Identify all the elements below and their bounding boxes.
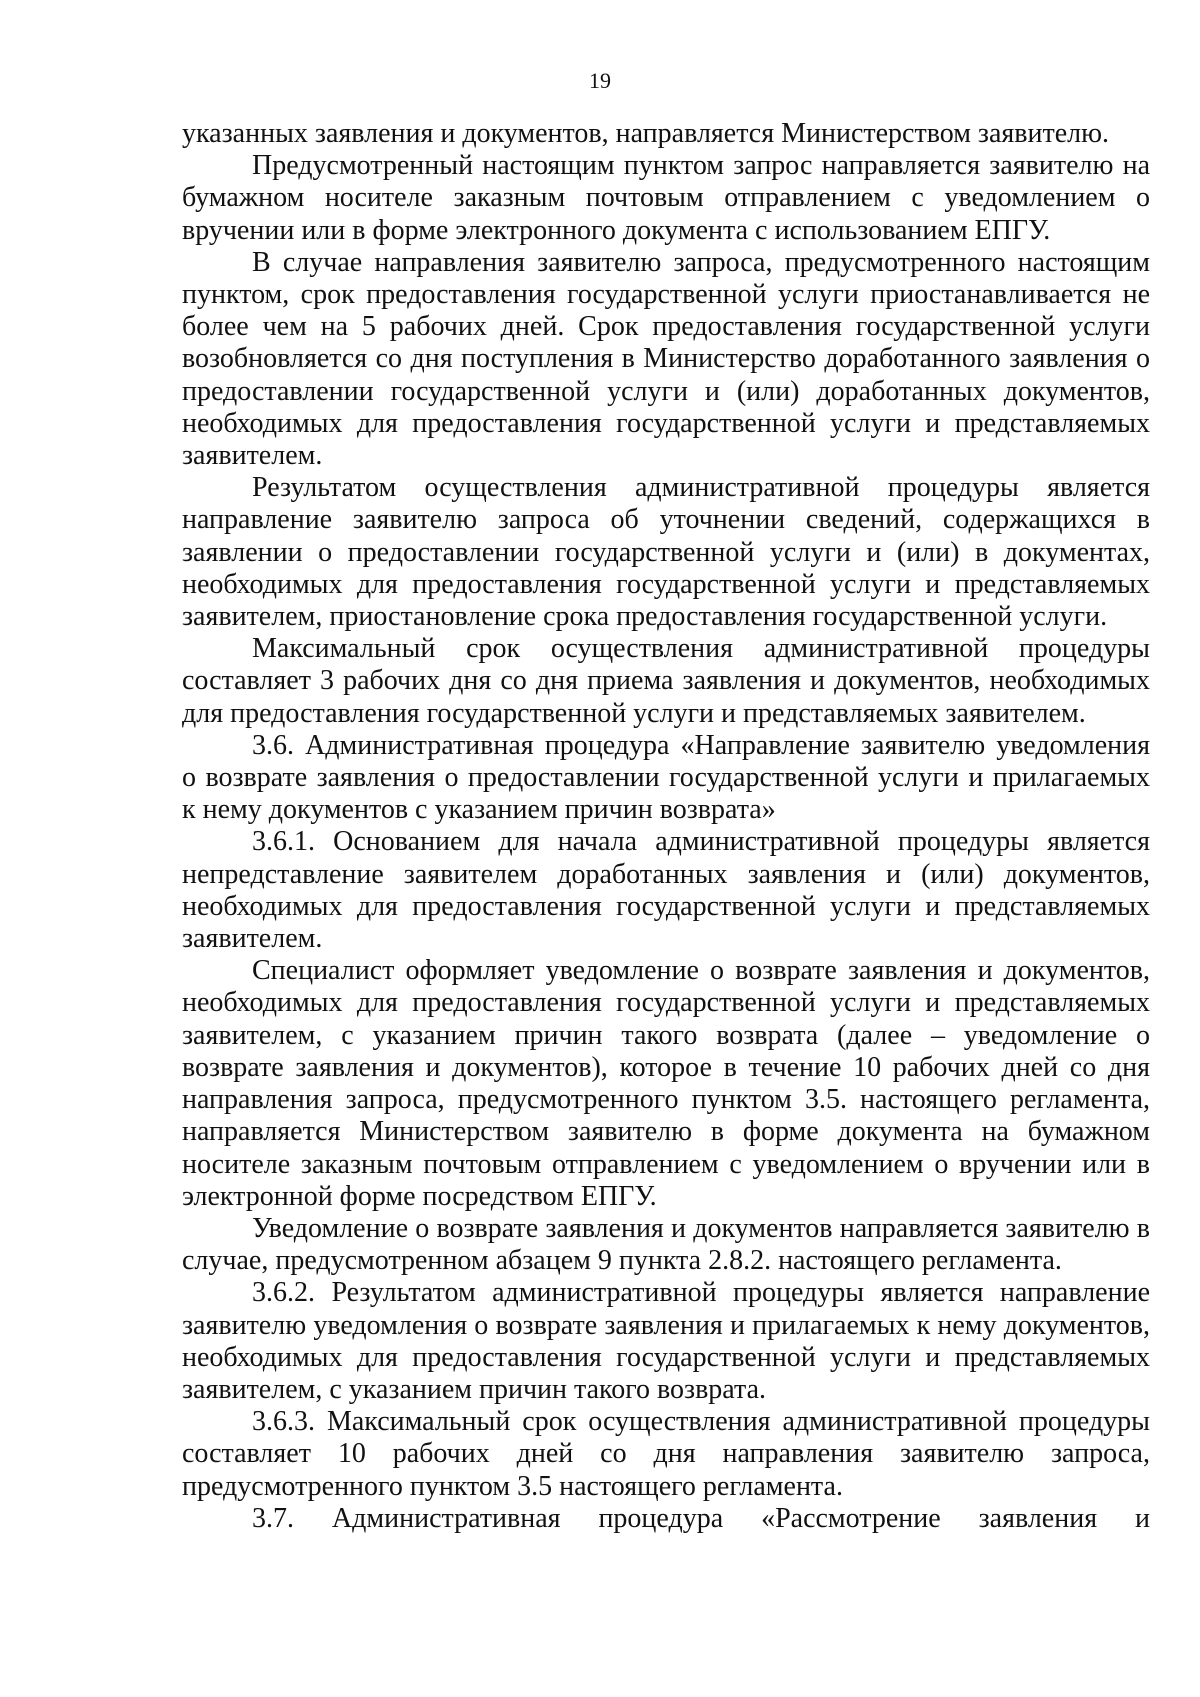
paragraph: Предусмотренный настоящим пунктом запрос направляется заявителю на бумажном носителе заказным почтовым отправлением с уведомлением о вручении или в форме электронного документа с использованием ЕПГУ. [182,150,1150,246]
paragraph-3-6-1: 3.6.1. Основанием для начала административной процедуры является непредставление заявителем доработанных заявления и (или) документов, необходимых для предоставления государственной услуги и представляемых заявителем. [182,826,1150,955]
paragraph: Максимальный срок осуществления административной процедуры составляет 3 рабочих дня со дня приема заявления и документов, необходимых для предоставления государственной услуги и представляемых заявителем. [182,633,1150,729]
section-heading-3-6: 3.6. Административная процедура «Направление заявителю уведомления о возврате заявления о предоставлении государственной услуги и прилагаемых к нему документов с указанием причин возврата» [182,729,1150,826]
paragraph-continuation: указанных заявления и документов, направляется Министерством заявителю. [182,118,1110,149]
paragraph-3-6-3: 3.6.3. Максимальный срок осуществления административной процедуры составляет 10 рабочих дней со дня направления заявителю запроса, предусмотренного пунктом 3.5 настоящего регламента. [182,1406,1150,1502]
page-number: 19 [589,68,611,93]
paragraph: Результатом осуществления административной процедуры является направление заявителю запроса об уточнении сведений, содержащихся в заявлении о предоставлении государственной услуги и (или) в документах, необходимых для предоставления государственной услуги и представляемых заявителем, приостановление срока предоставления государственной услуги. [182,472,1150,633]
paragraph-3-6-2: 3.6.2. Результатом административной процедуры является направление заявителю уведомления о возврате заявления и прилагаемых к нему документов, необходимых для предоставления государственной услуги и представляемых заявителем, с указанием причин такого возврата. [182,1277,1150,1405]
document-body [182,118,1150,1535]
section-heading-3-7: 3.7. Административная процедура «Рассмотрение заявления и [252,1502,1150,1534]
paragraph: Специалист оформляет уведомление о возврате заявления и документов, необходимых для предоставления государственной услуги и представляемых заявителем, с указанием причин такого возврата (далее – уведомление о возврате заявления и документов), которое в течение 10 рабочих дней со дня направления запроса, предусмотренного пунктом 3.5. настоящего регламента, направляется Министерством заявителю в форме документа на бумажном носителе заказным почтовым отправлением с уведомлением о вручении или в электронной форме посредством ЕПГУ. [182,955,1150,1212]
paragraph: Уведомление о возврате заявления и документов направляется заявителю в случае, предусмотренном абзацем 9 пункта 2.8.2. настоящего регламента. [182,1212,1150,1277]
paragraph: В случае направления заявителю запроса, предусмотренного настоящим пунктом, срок предоставления государственной услуги приостанавливается не более чем на 5 рабочих дней. Срок предоставления государственной услуги возобновляется со дня поступления в Министерство доработанного заявления о предоставлении государственной услуги и (или) доработанных документов, необходимых для предоставления государственной услуги и представляемых заявителем. [182,246,1150,472]
